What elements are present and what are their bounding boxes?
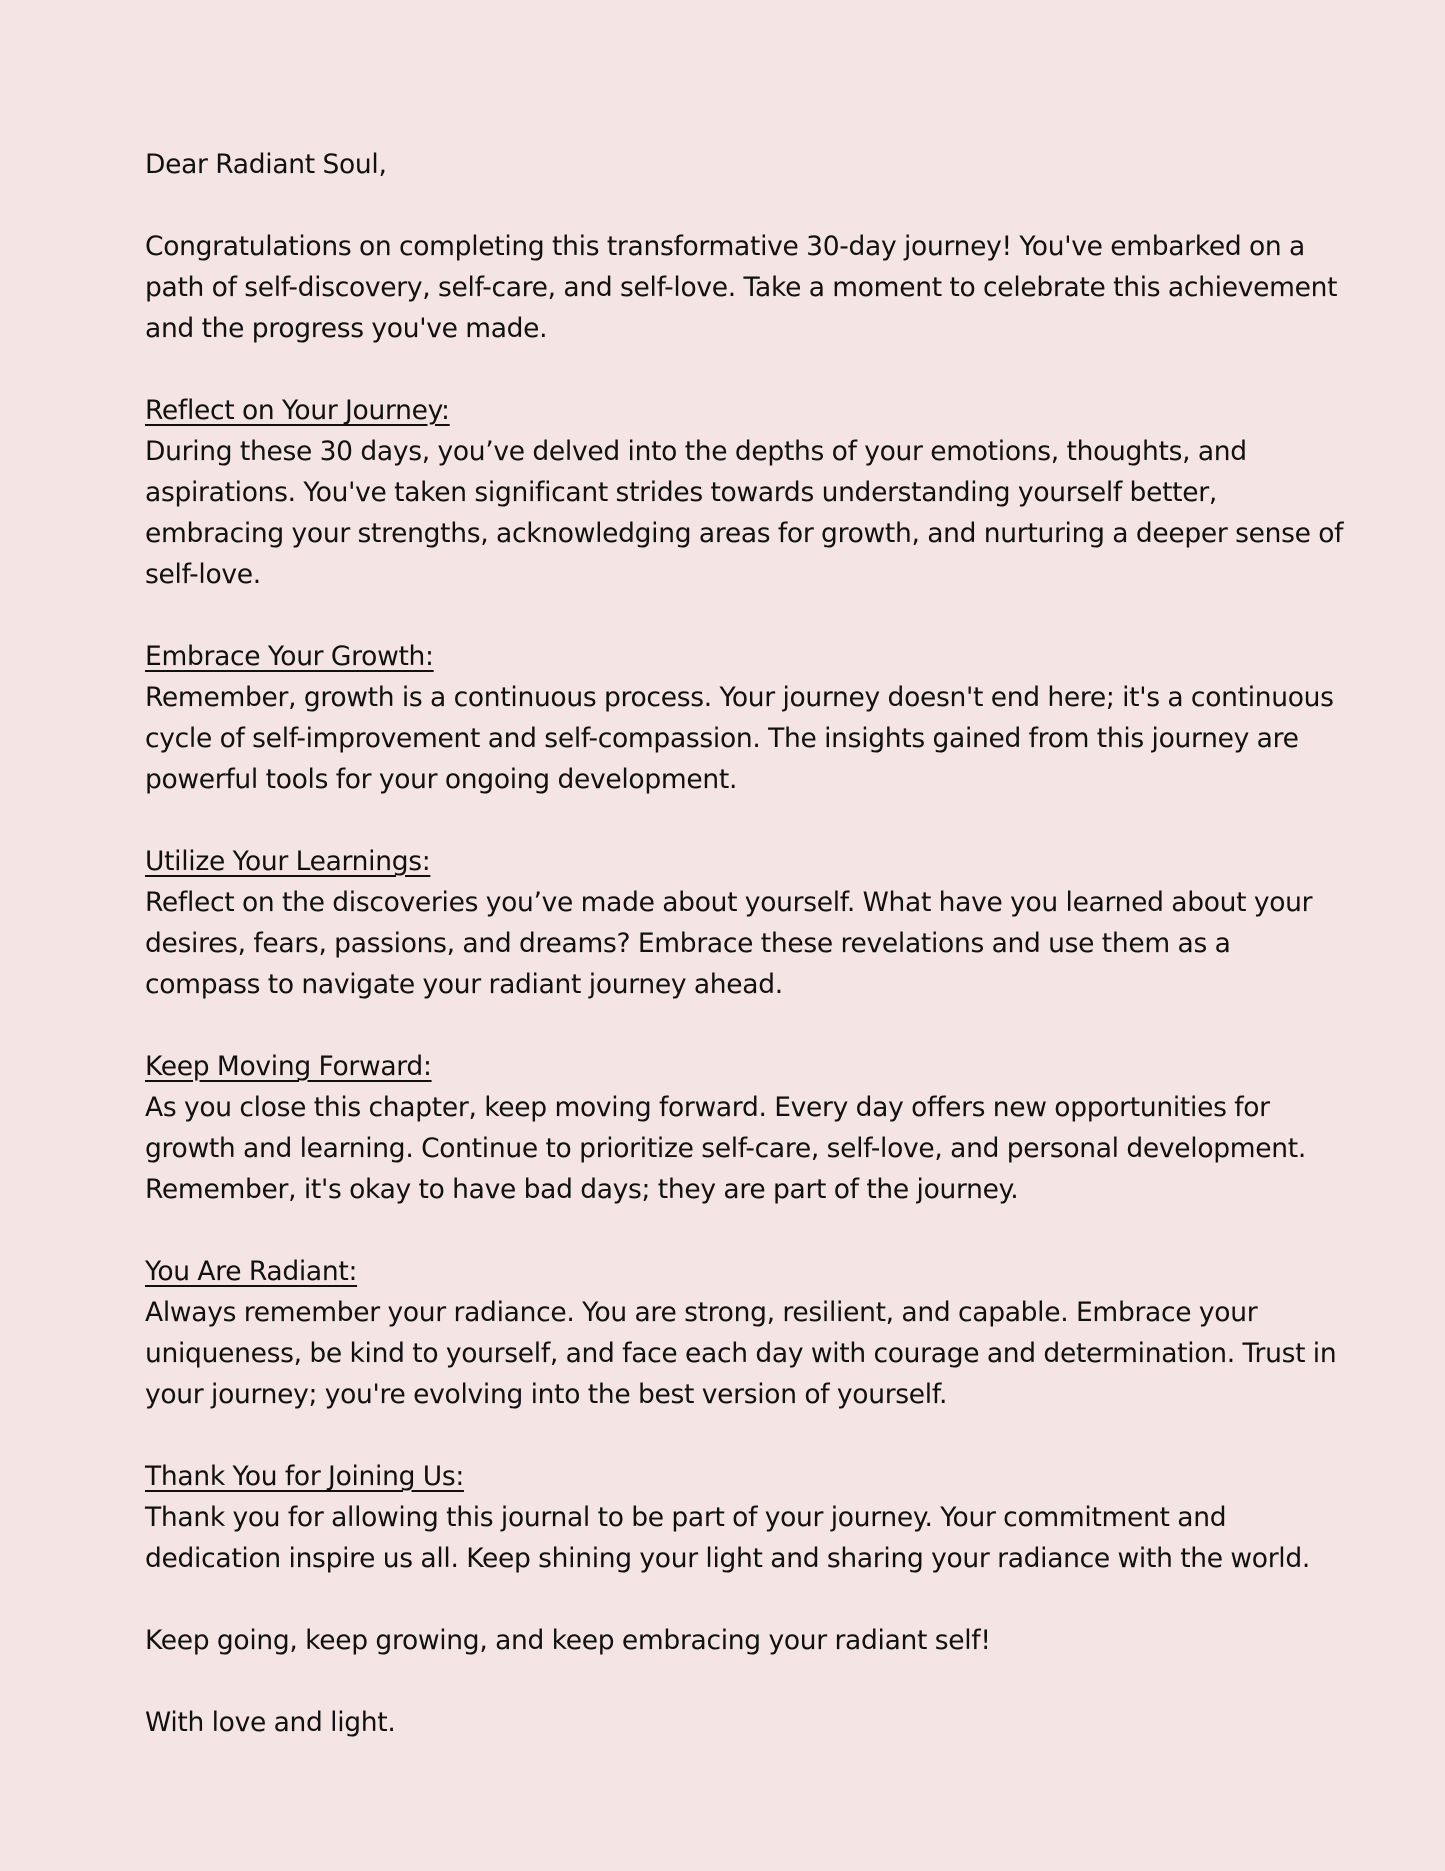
paragraph-gap bbox=[145, 185, 1345, 226]
section-heading: Thank You for Joining Us: bbox=[145, 1461, 464, 1492]
section-heading: Keep Moving Forward: bbox=[145, 1051, 432, 1082]
signoff: With love and light. bbox=[145, 1707, 396, 1738]
paragraph-gap bbox=[145, 1005, 1345, 1046]
section-keep-moving bbox=[145, 1046, 1345, 1210]
section-radiant bbox=[145, 1251, 1345, 1415]
section-heading: Embrace Your Growth: bbox=[145, 641, 434, 672]
section-body: Reflect on the discoveries you’ve made about yourself. What have you learned about your desires, fears, passions, and dreams? Embrace these revelations and use them as a compass to navigate your radiant journey ahead. bbox=[145, 887, 1313, 1000]
paragraph-gap bbox=[145, 349, 1345, 390]
section-body: As you close this chapter, keep moving forward. Every day offers new opportunities for growth and learning. Continue to prioritize self-care, self-love, and personal development. Remember, it's okay to have bad days; they are part of the journey. bbox=[145, 1092, 1307, 1205]
section-embrace bbox=[145, 636, 1345, 800]
closing-line: Keep going, keep growing, and keep embracing your radiant self! bbox=[145, 1625, 991, 1656]
paragraph-gap bbox=[145, 1579, 1345, 1620]
paragraph-gap bbox=[145, 1210, 1345, 1251]
section-body: Remember, growth is a continuous process. Your journey doesn't end here; it's a continuous cycle of self-improvement and self-compassion. The insights gained from this journey are powerful tools for your ongoing development. bbox=[145, 682, 1334, 795]
paragraph-gap bbox=[145, 595, 1345, 636]
section-heading: Utilize Your Learnings: bbox=[145, 846, 431, 877]
salutation: Dear Radiant Soul, bbox=[145, 149, 387, 180]
section-utilize bbox=[145, 841, 1345, 1005]
section-body: During these 30 days, you’ve delved into the depths of your emotions, thoughts, and aspirations. You've taken significant strides towards understanding yourself better, embracing your strengths, acknowledging areas for growth, and nurturing a deeper sense of self-love. bbox=[145, 436, 1344, 590]
section-heading: You Are Radiant: bbox=[145, 1256, 358, 1287]
section-body: Thank you for allowing this journal to be part of your journey. Your commitment and dedication inspire us all. Keep shining your light and sharing your radiance with the world. bbox=[145, 1502, 1310, 1574]
section-thank-you bbox=[145, 1456, 1345, 1579]
intro-paragraph: Congratulations on completing this transformative 30-day journey! You've embarked on a path of self-discovery, self-care, and self-love. Take a moment to celebrate this achievement and the progress you've made. bbox=[145, 231, 1338, 344]
paragraph-gap bbox=[145, 1661, 1345, 1702]
section-heading: Reflect on Your Journey: bbox=[145, 395, 450, 426]
paragraph-gap bbox=[145, 800, 1345, 841]
paragraph-gap bbox=[145, 1415, 1345, 1456]
section-body: Always remember your radiance. You are strong, resilient, and capable. Embrace your uniqueness, be kind to yourself, and face each day with courage and determination. Trust in your journey; you're evolving into the best version of yourself. bbox=[145, 1297, 1337, 1410]
section-reflect bbox=[145, 390, 1345, 595]
